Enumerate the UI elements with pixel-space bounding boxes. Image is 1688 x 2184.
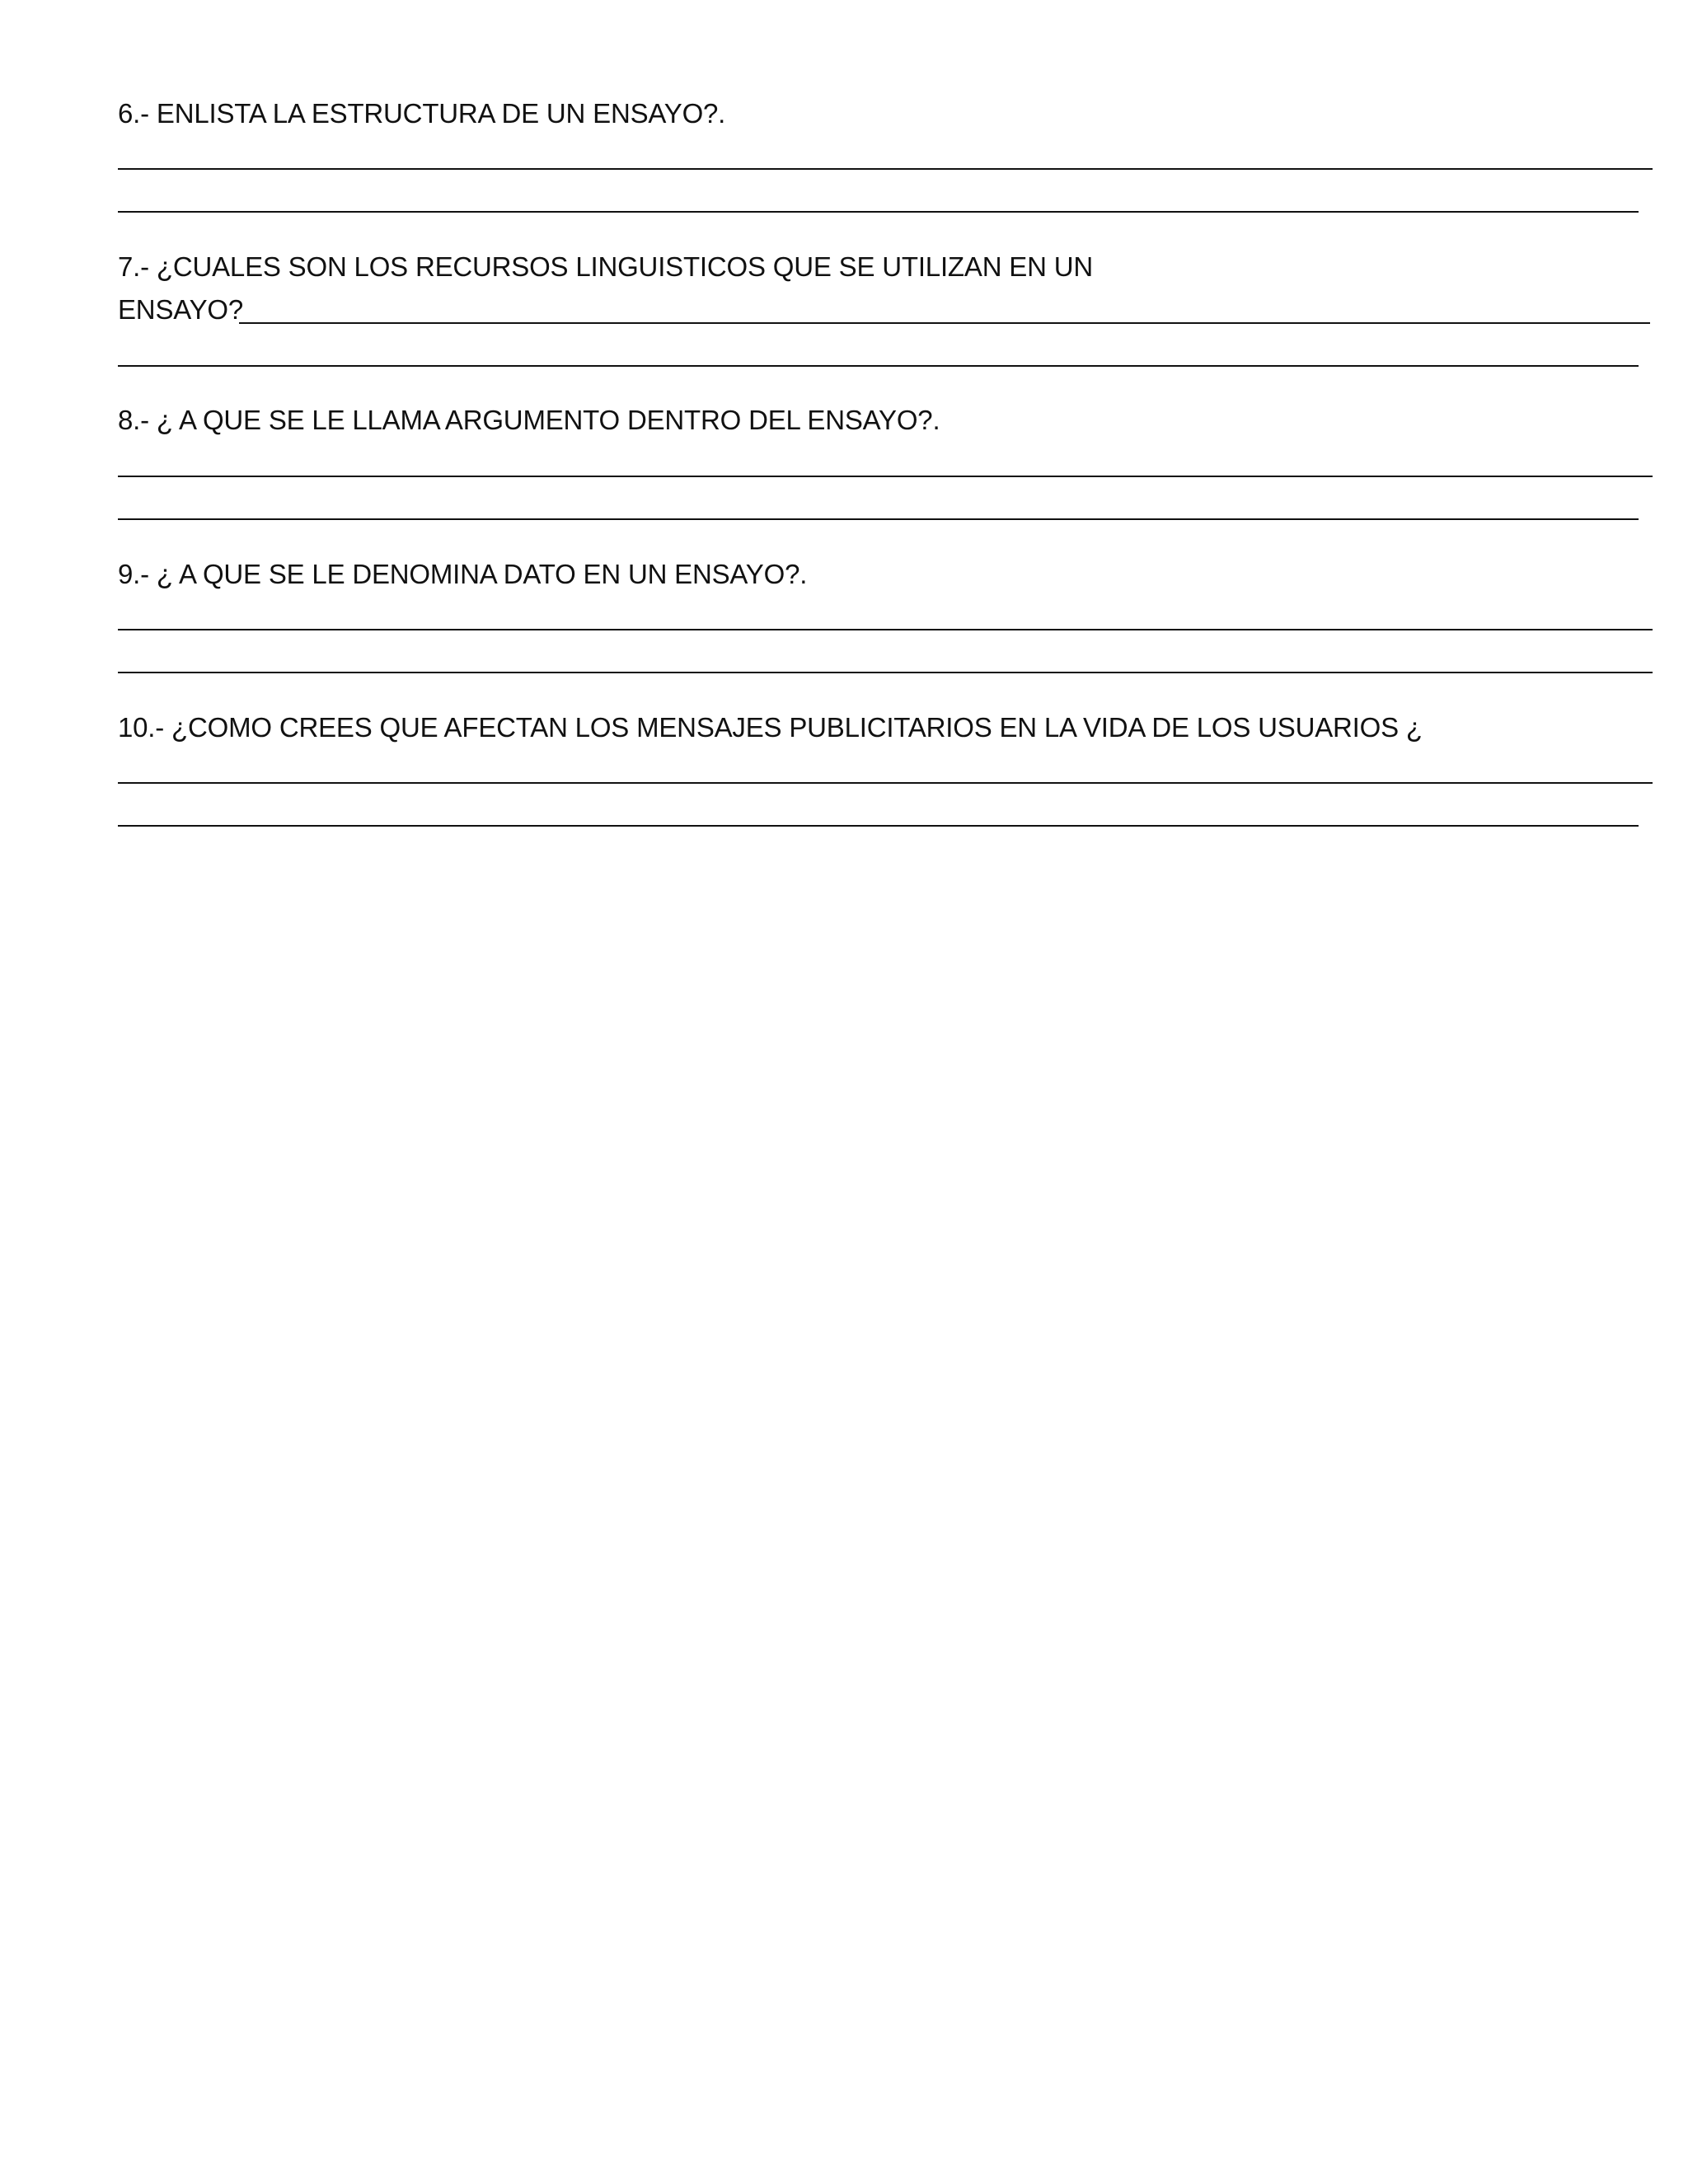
answer-line [118, 825, 1639, 827]
question-number: 9.- [118, 559, 149, 589]
question-number: 10.- [118, 712, 165, 743]
question-text: ¿CUALES SON LOS RECURSOS LINGUISTICOS QUE SE UTILIZAN EN UN [156, 251, 1093, 282]
question-7 [118, 246, 1093, 288]
question-text: ¿COMO CREES QUE AFECTAN LOS MENSAJES PUBLICITARIOS EN LA VIDA DE LOS USUARIOS ¿ [171, 712, 1423, 743]
question-text: ¿ A QUE SE LE LLAMA ARGUMENTO DENTRO DEL ENSAYO?. [156, 405, 940, 435]
question-number: 7.- [118, 251, 149, 282]
answer-line [118, 365, 1639, 367]
question-7-continuation [118, 288, 243, 331]
answer-line [118, 168, 1653, 170]
question-number: 6.- [118, 98, 149, 129]
question-9 [118, 553, 807, 596]
question-6 [118, 92, 725, 135]
answer-line [118, 211, 1639, 213]
answer-line [118, 518, 1639, 520]
question-10 [118, 706, 1423, 749]
question-text: ENLISTA LA ESTRUCTURA DE UN ENSAYO?. [156, 98, 726, 129]
question-number: 8.- [118, 405, 149, 435]
answer-line [118, 629, 1653, 630]
answer-line [118, 672, 1653, 673]
question-text-line2: ENSAYO? [118, 294, 244, 325]
answer-line [239, 322, 1650, 324]
answer-line [118, 782, 1653, 784]
question-text: ¿ A QUE SE LE DENOMINA DATO EN UN ENSAYO?. [156, 559, 808, 589]
answer-line [118, 476, 1653, 477]
question-8 [118, 399, 940, 442]
